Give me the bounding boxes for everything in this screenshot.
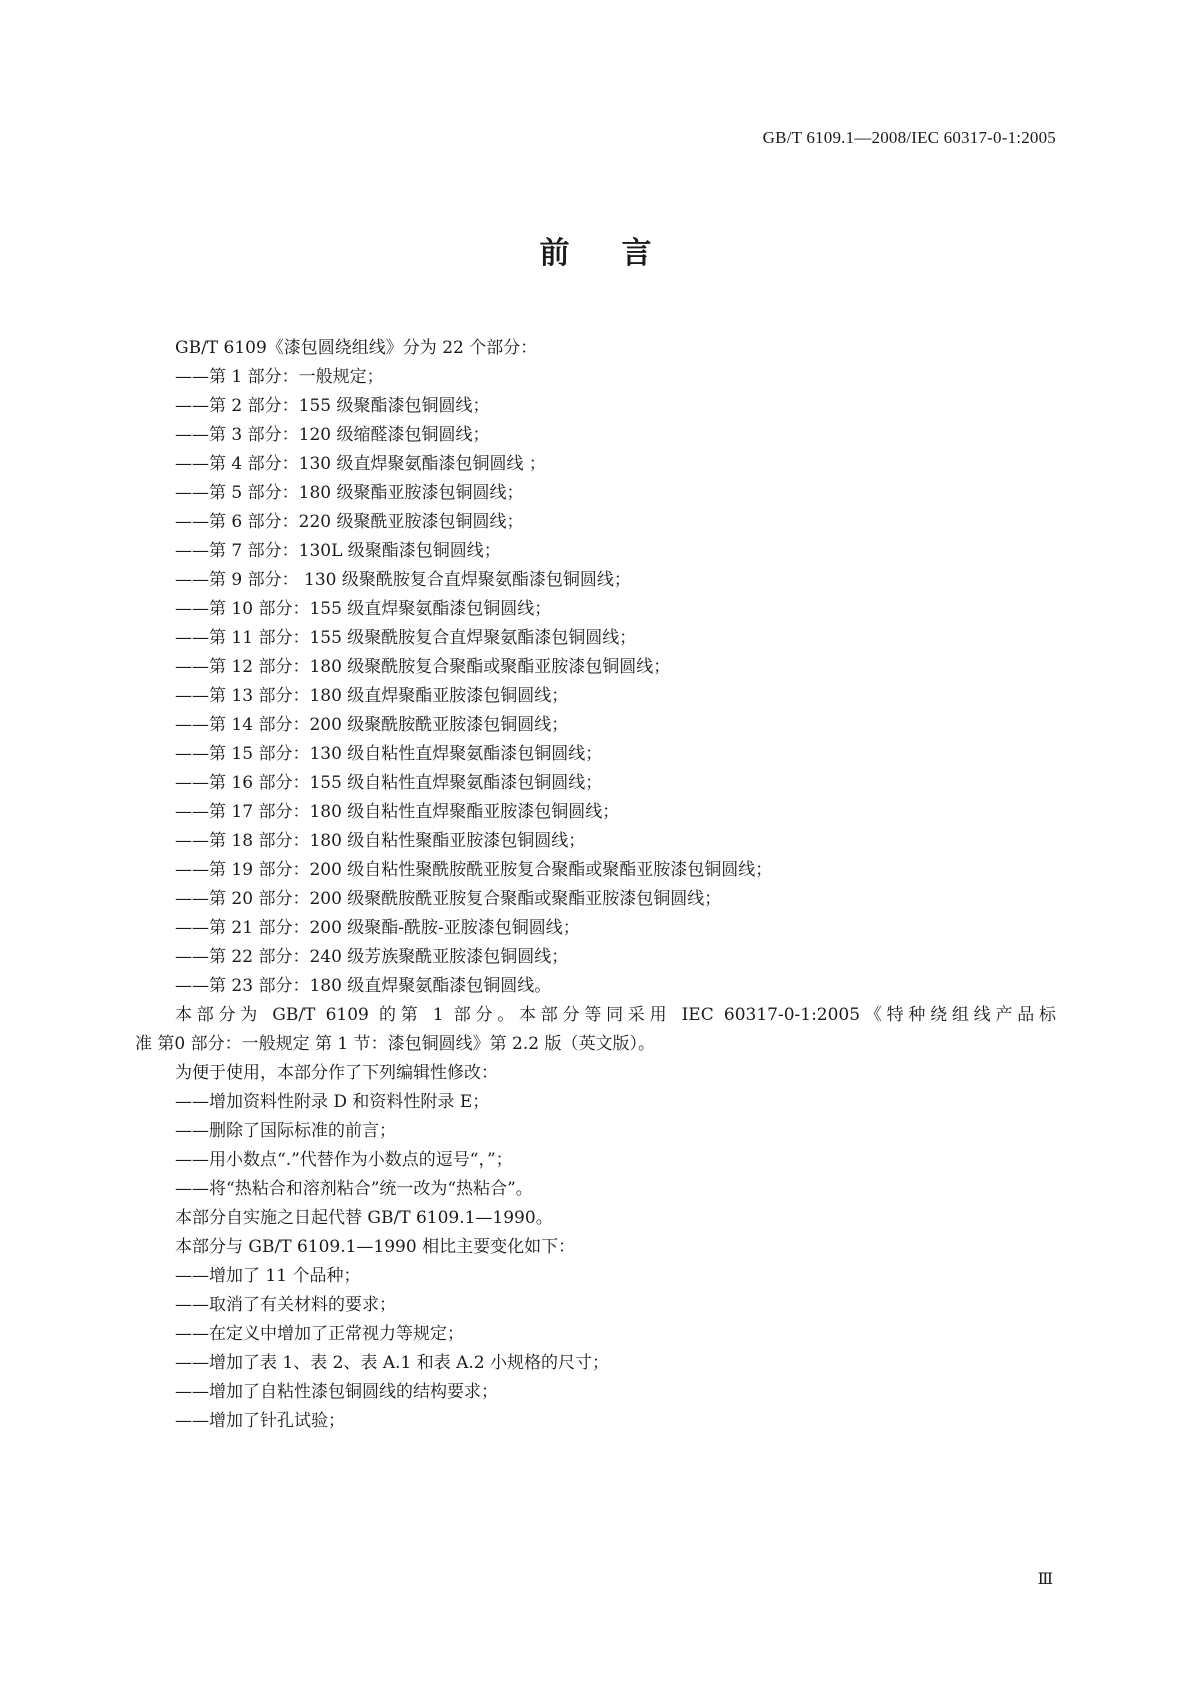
list-item: ——第 1 部分：一般规定； bbox=[175, 367, 384, 387]
list-item: ——增加了针孔试验； bbox=[175, 1411, 345, 1431]
list-item: ——第 9 部分： 130 级聚酰胺复合直焊聚氨酯漆包铜圆线； bbox=[175, 570, 631, 590]
list-item: ——取消了有关材料的要求； bbox=[175, 1295, 396, 1315]
parts-list bbox=[135, 363, 1056, 1001]
page-number: Ⅲ bbox=[1037, 1571, 1053, 1588]
adoption-paragraph-line-1: 本部分为 GB/T 6109 的第 1 部分。本部分等同采用 IEC 60317-0-1:2005《特种绕组线产品标 bbox=[175, 1005, 1056, 1025]
list-item: ——增加了自粘性漆包铜圆线的结构要求； bbox=[175, 1382, 498, 1402]
replaces-paragraph: 本部分自实施之日起代替 GB/T 6109.1—1990。 bbox=[175, 1208, 553, 1228]
list-item: ——第 20 部分：200 级聚酰胺酰亚胺复合聚酯或聚酯亚胺漆包铜圆线； bbox=[175, 889, 722, 909]
list-item: ——第 10 部分：155 级直焊聚氨酯漆包铜圆线； bbox=[175, 599, 552, 619]
list-item: ——第 17 部分：180 级自粘性直焊聚酯亚胺漆包铜圆线； bbox=[175, 802, 620, 822]
changes-list bbox=[135, 1262, 1056, 1436]
list-item: ——第 12 部分：180 级聚酰胺复合聚酯或聚酯亚胺漆包铜圆线； bbox=[175, 657, 671, 677]
adoption-paragraph-line-2: 准 第0 部分：一般规定 第 1 节：漆包铜圆线》第 2.2 版（英文版）。 bbox=[135, 1034, 655, 1054]
edits-list bbox=[135, 1088, 1056, 1204]
edits-intro: 为便于使用，本部分作了下列编辑性修改： bbox=[175, 1063, 498, 1083]
list-item: ——删除了国际标准的前言； bbox=[175, 1121, 396, 1141]
list-item: ——第 21 部分：200 级聚酯-酰胺-亚胺漆包铜圆线； bbox=[175, 918, 580, 938]
list-item: ——第 11 部分：155 级聚酰胺复合直焊聚氨酯漆包铜圆线； bbox=[175, 628, 637, 648]
list-item: ——第 5 部分：180 级聚酯亚胺漆包铜圆线； bbox=[175, 483, 524, 503]
list-item: ——第 13 部分：180 级直焊聚酯亚胺漆包铜圆线； bbox=[175, 686, 569, 706]
list-item: ——增加了 11 个品种； bbox=[175, 1266, 361, 1286]
page-title: 前言 bbox=[539, 236, 704, 271]
list-item: ——第 16 部分：155 级自粘性直焊聚氨酯漆包铜圆线； bbox=[175, 773, 603, 793]
list-item: ——增加了表 1、表 2、表 A.1 和表 A.2 小规格的尺寸； bbox=[175, 1353, 610, 1373]
list-item: ——第 3 部分：120 级缩醛漆包铜圆线； bbox=[175, 425, 490, 445]
list-item: ——第 14 部分：200 级聚酰胺酰亚胺漆包铜圆线； bbox=[175, 715, 569, 735]
list-item: ——第 18 部分：180 级自粘性聚酯亚胺漆包铜圆线； bbox=[175, 831, 586, 851]
foreword-body bbox=[135, 334, 1056, 1436]
list-item: ——第 2 部分：155 级聚酯漆包铜圆线； bbox=[175, 396, 490, 416]
list-item: ——第 4 部分：130 级直焊聚氨酯漆包铜圆线 ； bbox=[175, 454, 546, 474]
list-item: ——第 22 部分：240 级芳族聚酰亚胺漆包铜圆线； bbox=[175, 947, 569, 967]
list-item: ——第 23 部分：180 级直焊聚氨酯漆包铜圆线。 bbox=[175, 976, 552, 996]
list-item: ——用小数点“.”代替作为小数点的逗号“，”； bbox=[175, 1150, 513, 1170]
list-item: ——第 6 部分：220 级聚酰亚胺漆包铜圆线； bbox=[175, 512, 524, 532]
list-item: ——第 19 部分：200 级自粘性聚酰胺酰亚胺复合聚酯或聚酯亚胺漆包铜圆线； bbox=[175, 860, 773, 880]
list-item: ——在定义中增加了正常视力等规定； bbox=[175, 1324, 464, 1344]
list-item: ——将“热粘合和溶剂粘合”统一改为“热粘合”。 bbox=[175, 1179, 533, 1199]
list-item: ——第 15 部分：130 级自粘性直焊聚氨酯漆包铜圆线； bbox=[175, 744, 603, 764]
standard-number-header: GB/T 6109.1—2008/IEC 60317-0-1:2005 bbox=[762, 128, 1056, 147]
list-item: ——增加资料性附录 D 和资料性附录 E； bbox=[175, 1092, 490, 1112]
list-item: ——第 7 部分：130L 级聚酯漆包铜圆线； bbox=[175, 541, 501, 561]
changes-intro: 本部分与 GB/T 6109.1—1990 相比主要变化如下： bbox=[175, 1237, 576, 1257]
intro-paragraph: GB/T 6109《漆包圆绕组线》分为 22 个部分： bbox=[175, 338, 538, 358]
